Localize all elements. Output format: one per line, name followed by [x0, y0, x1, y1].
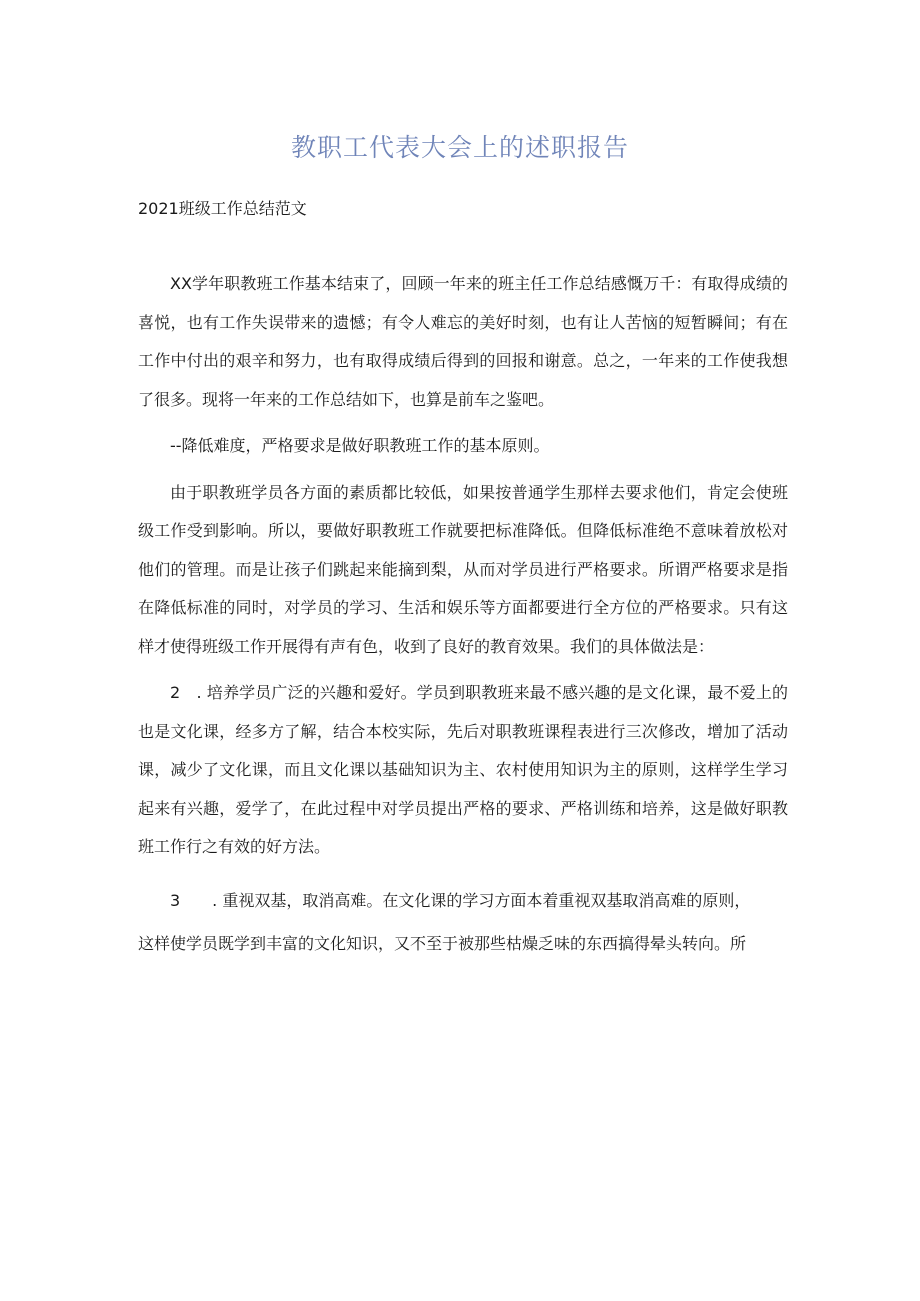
- document-title: 教职工代表大会上的述职报告: [290, 133, 629, 162]
- document-body: [138, 265, 788, 963]
- paragraph-item-3: 3 . 重视双基，取消高难。在文化课的学习方面本着重视双基取消高难的原则，: [170, 890, 751, 910]
- paragraph-continuation: 这样使学员既学到丰富的文化知识，又不至于被那些枯燥乏味的东西搞得晕头转向。所: [138, 933, 747, 953]
- document-subtitle: 2021班级工作总结范文: [138, 199, 307, 218]
- paragraph-explanation: 由于职教班学员各方面的素质都比较低，如果按普通学生那样去要求他们，肯定会使班级工作受到影响。所以，要做好职教班工作就要把标准降低。但降低标准绝不意味着放松对他们的管理。而是让孩子们跳起来能摘到梨，从而对学员进行严格要求。所谓严格要求是指在降低标准的同时，对学员的学习、生活和娱乐等方面都要进行全方位的严格要求。只有这样才使得班级工作开展得有声有色，收到了良好的教育效果。我们的具体做法是：: [138, 482, 788, 656]
- paragraph-intro: XX学年职教班工作基本结束了，回顾一年来的班主任工作总结感慨万千：有取得成绩的喜悦，也有工作失误带来的遗憾；有令人难忘的美好时刻，也有让人苦恼的短暂瞬间；有在工作中付出的艰辛和努力，也有取得成绩后得到的回报和谢意。总之，一年来的工作使我想了很多。现将一年来的工作总结如下，也算是前车之鉴吧。: [138, 274, 788, 409]
- paragraph-item-2: 2 . 培养学员广泛的兴趣和爱好。学员到职教班来最不感兴趣的是文化课，最不爱上的也是文化课，经多方了解，结合本校实际，先后对职教班课程表进行三次修改，增加了活动课，减少了文化课，而且文化课以基础知识为主、农村使用知识为主的原则，这样学生学习起来有兴趣，爱学了，在此过程中对学员提出严格的要求、严格训练和培养，这是做好职教班工作行之有效的好方法。: [138, 683, 788, 856]
- paragraph-principle: --降低难度，严格要求是做好职教班工作的基本原则。: [170, 436, 550, 455]
